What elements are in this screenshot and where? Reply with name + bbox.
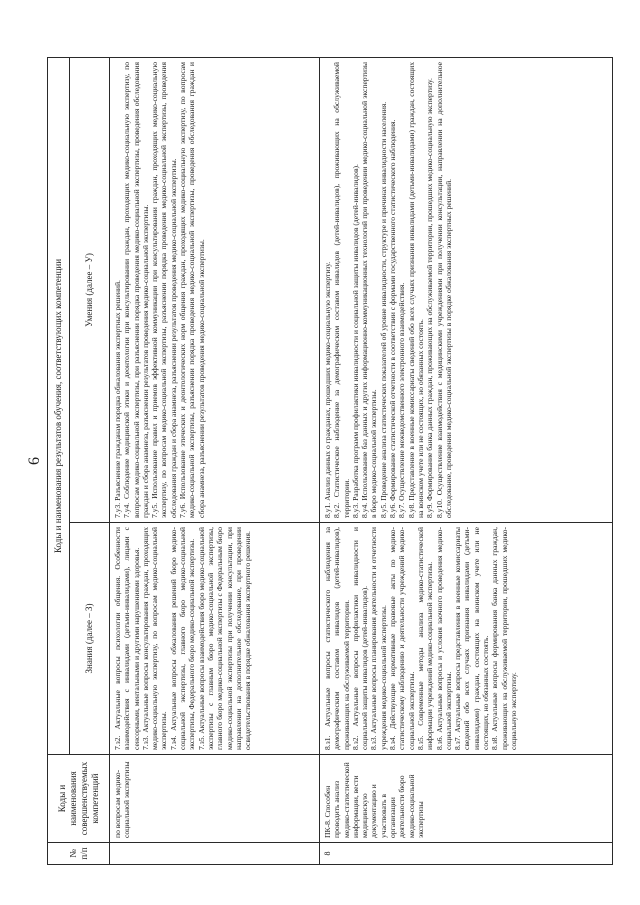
knowledge-item: 8.з2. Актуальные вопросы профилактики инвалидности и социальной защиты инвалидов (детей-инвалидов). [350,527,370,750]
table-row [320,58,613,865]
header-number: № п/п [48,843,110,865]
row-number: 8 [320,843,613,865]
competency-table [47,57,613,865]
skill-item: 8.у2. Статистическое наблюдение за демографическим составом инвалидов (детей-инвалидов), проживающих на обслуживаемой территории. [332,62,351,518]
skill-item: 7.у3. Разъяснение гражданам порядка обжалования экспертных решений. [113,280,122,518]
skill-item: 7.у6. Использование этических и деонтологических норм общения граждан, проходящих медико-социальную экспертизу, по вопросам медико-социальной экспертизы, разъяснении порядка проведения медико-социальной экспертизы, проведения обследования граждан и сбора анамнеза, разъяснении результатов проведения медико-социальной экспертизы. [178,62,206,518]
skills-cell [110,58,320,523]
knowledge-item: 7.з4. Актуальные вопросы обжалования решений бюро медико-социальной экспертизы, главного бюро медико-социальной экспертизы, Федерального бюро медико-социальной экспертизы. [168,527,197,750]
skill-item: 8.у7. Осуществление межведомственного электронного взаимодействия. [397,282,407,518]
skill-item: 8.у3. Разработка программ профилактики инвалидности и социальной защиты инвалидов (детей-инвалидов). [350,164,360,518]
skill-item: 8.у9. Формирование банка данных граждан, проживающих на обслуживаемой территории, прошедших медико-социальную экспертизу. [425,78,435,518]
page-number: 6 [26,457,43,465]
table-row [110,58,320,865]
knowledge-cell [320,523,613,755]
knowledge-item: 7.з3. Актуальные вопросы консультирования граждан, проходящих медико-социальную экспертизу, по вопросам медико-социальной экспертизы. [140,527,169,750]
knowledge-item: 8.з7. Актуальные вопросы представления в военные комиссариаты сведений обо всех случаях признания инвалидами (детьми-инвалидами) граждан, состоящих на воинском учете или не состоящих, но обязанных состоять. [453,527,491,750]
knowledge-item: 8.з4. Действующие нормативные правовые акты по медико-статистическому наблюдению и деятельности учреждений медико-социальной экспертизы. [388,527,416,750]
knowledge-cell [110,523,320,755]
header-skills: Умения (далее – У) [70,58,110,523]
skill-item: 8.у1. Анализ данных о гражданах, прошедших медико-социальную экспертизу. [323,261,332,518]
header-knowledge: Знания (далее – З) [70,523,110,755]
skill-item: 8.у8. Представление в военные комиссариаты сведений обо всех случаях признания инвалидами (детьми-инвалидами) граждан, состоящих на воинском учете или не состоящих, но обязанных состоять. [406,62,425,518]
skill-item: 8.у4. Использование баз данных и других информационно-коммуникационных технологий при проведении медико-социальной экспертизы в бюро медико-социальной экспертизы. [360,62,379,518]
skill-item: 8.у10. Осуществление взаимодействия с медицинскими учреждениями при получении консультации, направлении на дополнительное обследование, проведении медико-социальной экспертизы в порядке обжалования экспертных решений. [434,62,453,518]
knowledge-item: 8.з5. Современные методы анализа медико-статистической информации учреждений медико-социальной экспертизы. [415,527,435,750]
skill-item: 8.у6. Формирование статистической отчетности в соответствии с формами государственного статистического наблюдения. [388,119,398,518]
header-competency: Коды и наименования совершенствуемых компетенций [48,755,110,843]
knowledge-item: 8.з8. Актуальные вопросы формирования банка данных граждан, проживающих на обслуживаемой территории, прошедших медико-социальную экспертизу. [490,527,518,750]
skill-item: 7.у5. Использование правил и приемов эффективной коммуникации при консультировании граждан, проходящих медико-социальную экспертизу, по вопросам медико-социальной экспертизы, разъяснении порядка проведения медико-социальной экспертизы, проведения обследования граждан и сбора анамнеза, разъяснении результатов проведения медико-социальной экспертизы. [150,62,178,518]
knowledge-item: 8.з6. Актуальные вопросы и условия заочного проведения медико-социальной экспертизы. [434,527,453,750]
skill-item: 8.у5. Проведение анализа статистических показателей об уровне инвалидности, структуре и причинах инвалидности населения. [378,101,388,518]
competency-cell: по вопросам медико-социальной экспертизы [110,755,320,843]
skills-cell [320,58,613,523]
knowledge-item: 7.з2. Актуальные вопросы психологии общения. Особенности взаимодействия с инвалидами (детьми-инвалидами), лицами с сенсорными, ментальными и другими нарушениями здоровья. [113,527,141,750]
skill-item: 7.у4. Соблюдение медицинской этики и деонтологии при консультировании граждан, проходящих медико-социальную экспертизу, по вопросам медико-социальной экспертизы, при разъяснении порядка проведения медико-социальной экспертизы, проведения обследования граждан и сбора анамнеза, разъяснении результатов проведения медико-социальной экспертизы. [122,62,150,518]
knowledge-item: 7.з5. Актуальные вопросы взаимодействия бюро медико-социальной экспертизы с главным бюро медико-социальной экспертизы, главного бюро медико-социальной экспертизы с Федеральным бюро медико-социальной экспертизы при получении консультации, при направлении на дополнительное обследование, при проведении освидетельствования в порядке обжалования экспертного решения. [196,527,253,750]
header-results-group: Коды и наименования результатов обучения, соответствующих компетенции [48,58,70,755]
knowledge-item: 8.з1. Актуальные вопросы статистического наблюдения за демографическим составом инвалидов (детей-инвалидов), проживающих на обслуживаемой территории. [323,527,351,750]
row-number [110,843,320,865]
knowledge-item: 8.з3. Актуальные вопросы планирования деятельности и отчетности учреждения медико-социальной экспертизы. [369,527,388,750]
competency-cell: ПК-8. Способен проводить анализ медико-статистической информации, вести медицинскую документацию и участвовать в организации деятельности бюро медико-социальной экспертизы [320,755,613,843]
